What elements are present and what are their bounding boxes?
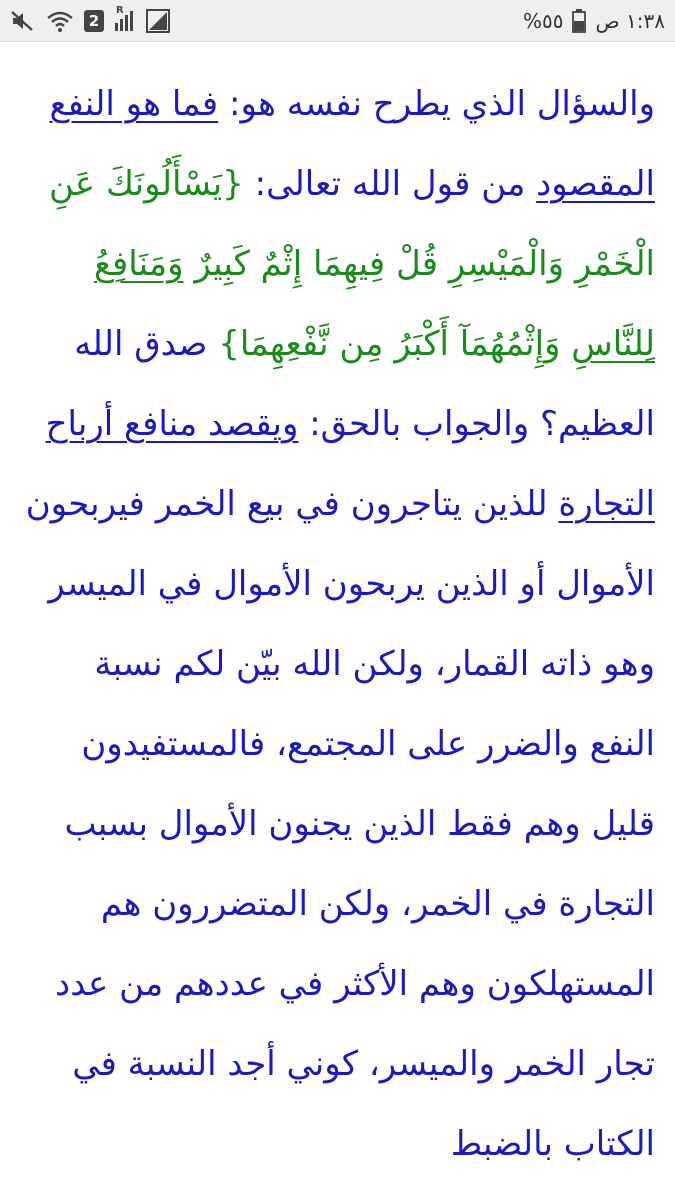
wifi-icon — [46, 9, 74, 33]
question-outro: من قول الله تعالى: — [243, 164, 537, 204]
sim2-icon — [84, 10, 104, 32]
article-content — [0, 42, 675, 1200]
status-bar — [0, 0, 675, 42]
clock: ١:٣٨ ص — [595, 8, 665, 33]
battery-percent: %٥٥ — [522, 8, 564, 33]
signal-roaming-icon — [114, 4, 136, 33]
article-paragraph — [22, 64, 655, 1184]
roaming-badge: R — [116, 4, 124, 16]
question-intro: والسؤال الذي يطرح نفسه هو: — [218, 84, 655, 124]
status-bar-right — [523, 9, 665, 33]
quran-verse-part2: وَإِثْمُهُمَآ أَكْبَرُ مِن نَّفْعِهِمَا} — [218, 324, 572, 364]
status-bar-left — [10, 4, 170, 33]
mute-icon — [10, 9, 36, 33]
after-verse: صدق الله العظيم؟ والجواب بالحق: — [74, 324, 655, 444]
quran-verse-part1: {يَسْأَلُونَكَ عَنِ الْخَمْرِ وَالْمَيْسِرِ قُلْ فِيهِمَا إِثْمٌ كَبِيرٌ — [49, 164, 655, 284]
signal-icon — [146, 9, 170, 33]
sim-badge: 2 — [84, 10, 104, 32]
battery-icon — [572, 9, 586, 33]
quran-verse-highlight: وَمَنَافِعُ لِلنَّاسِ — [93, 244, 655, 364]
question-highlight: فما هو النفع المقصود — [49, 84, 655, 204]
answer-highlight: ويقصد منافع أرباح التجارة — [45, 404, 655, 524]
answer-text: للذين يتاجرون في بيع الخمر فيربحون الأموال أو الذين يربحون الأموال في الميسر وهو ذاته القمار، ولكن الله بيّن لكم نسبة النفع والضرر على المجتمع، فالمستفيدون قليل وهم فقط الذين يجنون الأموال بسبب التجارة في الخمر، ولكن المتضررون هم المستهلكون وهم الأكثر في عددهم من عدد تجار الخمر والميسر، كوني أجد النسبة في الكتاب بالضبط — [25, 484, 655, 1164]
